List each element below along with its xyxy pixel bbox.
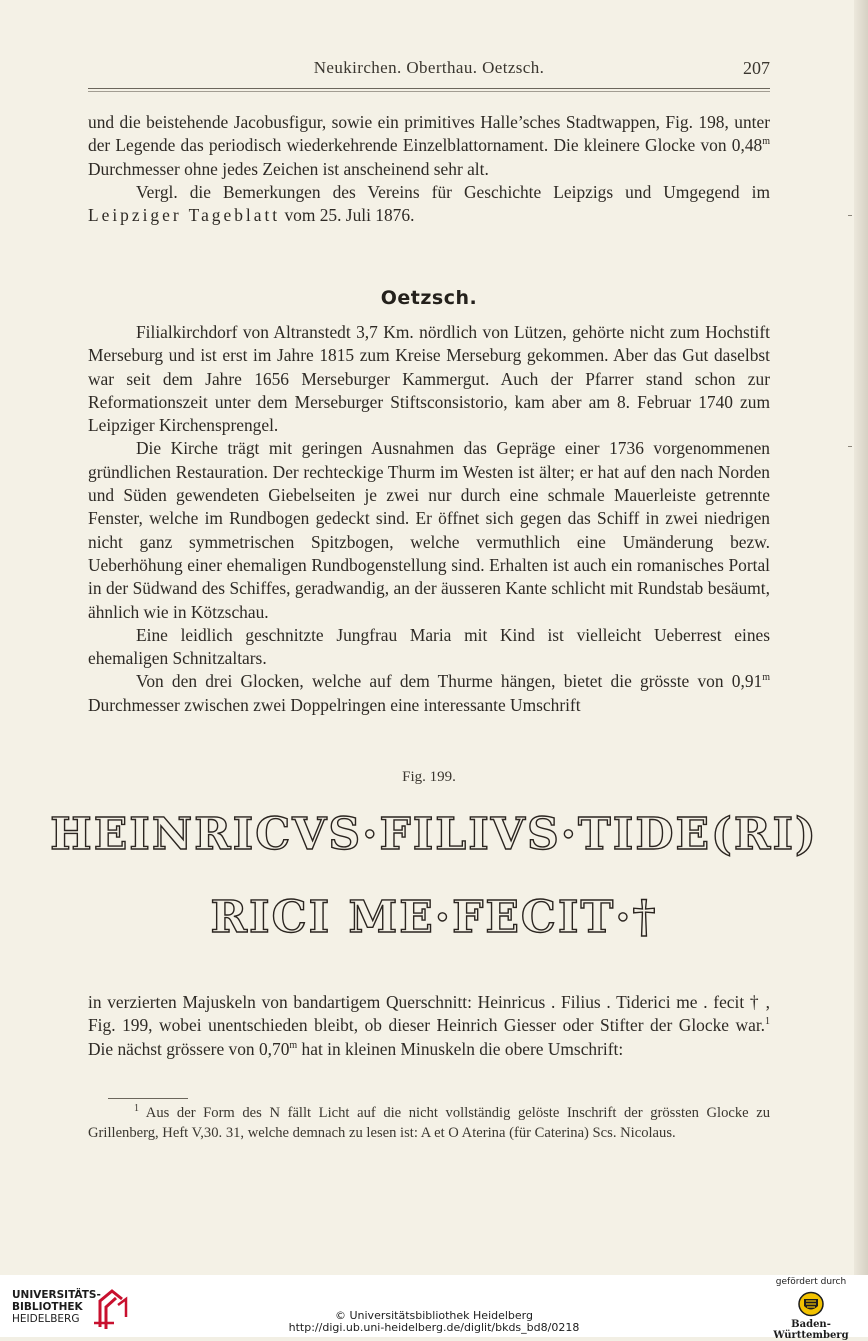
copyright-block (0, 1310, 868, 1334)
library-name: UNIVERSITÄTS- BIBLIOTHEK HEIDELBERG (12, 1289, 101, 1325)
permalink[interactable]: http://digi.ub.uni-heidelberg.de/diglit/bkds_bd8/0218 (288, 1321, 580, 1334)
running-head-title: Neukirchen. Oberthau. Oetzsch. (313, 58, 545, 77)
bell-inscription-line-2: RICI ME·FECIT·† (210, 892, 658, 943)
text-block-top (88, 111, 770, 227)
footnote (88, 1103, 770, 1144)
funder-name: Baden-Württemberg (773, 1319, 849, 1341)
paragraph-reference: Vergl. die Bemerkungen des Vereins für Geschichte Leipzigs und Umgegend im Leipziger Tageblatt vom 25. Juli 1876. (88, 181, 770, 226)
paragraph-church: Die Kirche trägt mit geringen Ausnahmen das Gepräge einer 1736 vorgenommenen gründlichen Restauration. Der rechteckige Thurm im Westen ist älter; er hat auf den nach Norden und Süden gewendeten Giebelseiten je zwei nur durch eine schmale Mauerleiste getrennte Fenster, welche im Rundbogen gedeckt sind. Er öffnet sich gegen das Schiff in zwei niedrigen nicht ganz symmetrischen Spitzbogen, welche vermuthlich eine Umänderung bezw. Ueberhöhung einer ehemaligen Rundbogenstellung sind. Erhalten ist auch ein romanisches Portal in der Südwand des Schiffes, geradwandig, an der äusseren Kante schlicht mit Rundstab besäumt, ähnlich wie in Kötzschau. (88, 438, 770, 622)
footnote-rule (108, 1098, 188, 1099)
margin-mark (848, 446, 852, 447)
funded-label: gefördert durch (775, 1277, 847, 1287)
figure-caption: Fig. 199. (402, 769, 456, 785)
copyright-text: © Universitätsbibliothek Heidelberg (334, 1309, 533, 1322)
funder-block (766, 1277, 856, 1341)
section-title: Oetzsch. (380, 287, 478, 309)
bell-inscription-line-1: HEINRICVS·FILIVS·TIDE(RI) (50, 809, 818, 860)
header-rule (88, 88, 770, 89)
state-coat-of-arms-icon (797, 1291, 825, 1317)
paragraph-madonna: Eine leidlich geschnitzte Jungfrau Maria mit Kind ist vielleicht Ueberrest eines ehemaligen Schnitzaltars. (88, 624, 770, 669)
paragraph-history: Filialkirchdorf von Altranstedt 3,7 Km. nördlich von Lützen, gehörte nicht zum Hochstift Merseburg und ist erst im Jahre 1815 zum Kreise Merseburg gekommen. Aber das Gut daselbst war seit dem Jahre 1656 Merseburger Kammergut. Auch der Pfarrer stand schon zur Reformationszeit unter dem Merseburger Stiftsconsistorio, kam aber am 8. Februar 1740 zum Leipziger Kirchensprengel. (88, 322, 770, 436)
text-block-oetzsch (88, 321, 770, 717)
page-number: 207 (743, 58, 770, 78)
text-block-inscription (88, 991, 770, 1061)
footer-bar (0, 1275, 868, 1341)
header-rule-thin (88, 91, 770, 92)
paragraph-bells-continued: und die beistehende Jacobusfigur, sowie ein primitives Halle’sches Stadtwappen, Fig. 198, unter der Legende das periodisch wiederkehrende Einzelblattornament. Die kleinere Glocke von 0,48$^m$ Durchmesser ohne jedes Zeichen ist anscheinend sehr alt. (88, 112, 770, 179)
running-head (88, 58, 770, 84)
footnote-text: Aus der Form des N fällt Licht auf die nicht vollständig gelöste Inschrift der grössten Glocke zu Grillenberg, Heft V,30. 31, welche demnach zu lesen ist: A et O Aterina (für Caterina) Scs. Nicolaus. (88, 1105, 770, 1142)
paragraph-inscription: in verzierten Majuskeln von bandartigem Querschnitt: Heinricus . Filius . Tiderici me . fecit † , Fig. 199, wobei unentschieden bleibt, ob dieser Heinrich Giesser oder Stifter der Glocke war.$^1$ Die nächst grössere von 0,70$^m$ hat in kleinen Minuskeln die obere Umschrift: (88, 992, 770, 1059)
footnote-mark: 1 (134, 1103, 139, 1115)
page-spine-shadow (854, 0, 868, 1275)
paragraph-bells: Von den drei Glocken, welche auf dem Thurme hängen, bietet die grösste von 0,91$^m$ Durchmesser zwischen zwei Doppelringen eine interessante Umschrift (88, 671, 770, 715)
margin-mark (848, 215, 852, 216)
